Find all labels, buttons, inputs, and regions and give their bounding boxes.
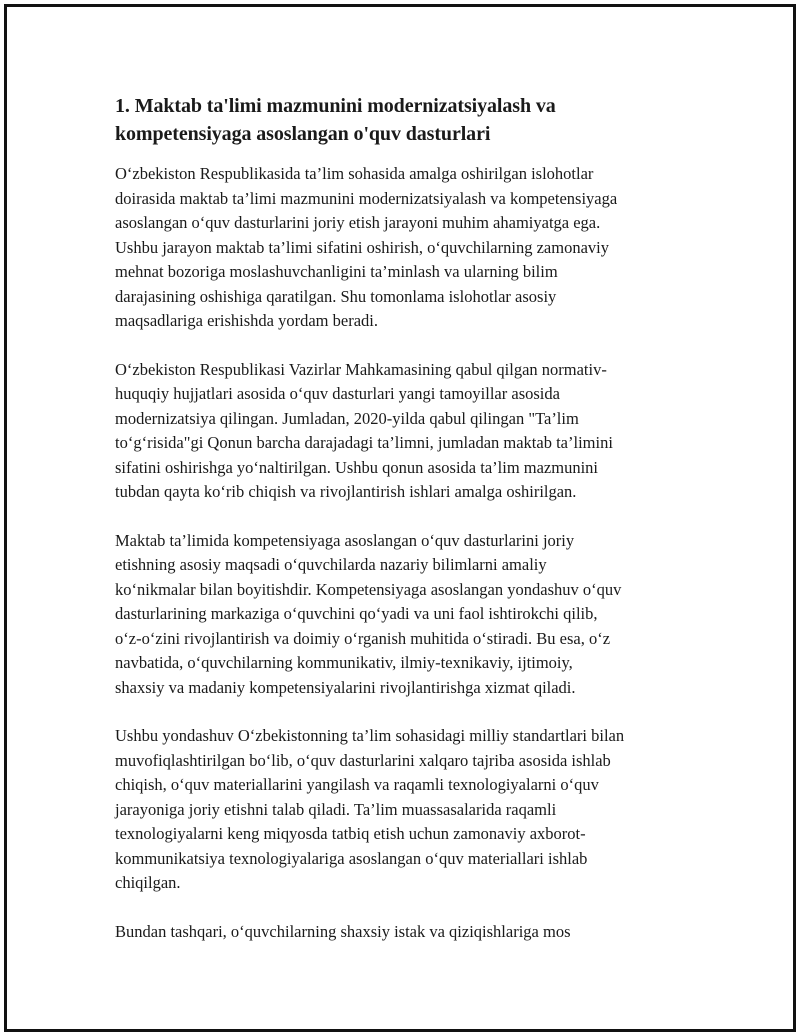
paragraph-2 [115,358,695,505]
text-line: ko‘nikmalar bilan boyitishdir. Kompetensiyaga asoslangan yondashuv o‘quv [115,579,622,599]
text-line: O‘zbekiston Respublikasi Vazirlar Mahkamasining qabul qilgan normativ- [115,359,607,379]
text-line: modernizatsiya qilingan. Jumladan, 2020-yilda qabul qilingan "Ta’lim [115,408,579,428]
text-line: texnologiyalarni keng miqyosda tatbiq etish uchun zamonaviy axborot- [115,824,586,843]
heading-line: kompetensiyaga asoslangan o'quv dasturlari [115,123,491,145]
text-line: Bundan tashqari, o‘quvchilarning shaxsiy istak va qiziqishlariga mos [115,921,571,941]
text-line: darajasining oshishiga qaratilgan. Shu tomonlama islohotlar asosiy [115,286,557,306]
document-body [115,92,695,968]
text-line: jarayoniga joriy etishni talab qiladi. Ta’lim muassasalarida raqamli [115,799,557,819]
paragraph-5 [115,920,695,945]
text-line: chiqilgan. [115,873,181,892]
text-line: asoslangan o‘quv dasturlarini joriy etish jarayoni muhim ahamiyatga ega. [115,213,601,232]
paragraph-4 [115,724,695,896]
text-line: Maktab ta’limida kompetensiyaga asoslangan o‘quv dasturlarini joriy [115,530,575,550]
paragraph-3 [115,529,695,701]
text-line: kommunikatsiya texnologiyalariga asoslangan o‘quv materiallari ishlab [115,848,588,868]
heading-line: 1. Maktab ta'limi mazmunini modernizatsiyalash va [115,95,556,117]
text-line: tubdan qayta ko‘rib chiqish va rivojlantirish ishlari amalga oshirilgan. [115,482,577,501]
text-line: O‘zbekiston Respublikasida ta’lim sohasida amalga oshirilgan islohotlar [115,164,594,183]
text-line: chiqish, o‘quv materiallarini yangilash va raqamli texnologiyalarni o‘quv [115,775,599,794]
paragraph-1 [115,162,695,334]
text-line: to‘g‘risida"gi Qonun barcha darajadagi ta’limni, jumladan maktab ta’limini [115,433,613,452]
text-line: o‘z-o‘zini rivojlantirish va doimiy o‘rganish muhitida o‘stiradi. Bu esa, o‘z [115,628,611,648]
section-heading [115,92,695,148]
text-line: doirasida maktab ta’limi mazmunini modernizatsiyalash va kompetensiyaga [115,188,618,208]
text-line: Ushbu jarayon maktab ta’limi sifatini oshirish, o‘quvchilarning zamonaviy [115,237,609,257]
text-line: sifatini oshirishga yo‘naltirilgan. Ushbu qonun asosida ta’lim mazmunini [115,457,599,477]
text-line: navbatida, o‘quvchilarning kommunikativ, ilmiy-texnikaviy, ijtimoiy, [115,653,573,672]
text-line: Ushbu yondashuv O‘zbekistonning ta’lim sohasidagi milliy standartlari bilan [115,726,625,745]
text-line: shaxsiy va madaniy kompetensiyalarini rivojlantirishga xizmat qiladi. [115,677,576,697]
text-line: etishning asosiy maqsadi o‘quvchilarda nazariy bilimlarni amaliy [115,555,547,574]
text-line: huquqiy hujjatlari asosida o‘quv dasturlari yangi tamoyillar asosida [115,384,560,403]
text-line: maqsadlariga erishishda yordam beradi. [115,311,378,330]
text-line: muvofiqlashtirilgan bo‘lib, o‘quv dasturlarini xalqaro tajriba asosida ishlab [115,750,611,770]
text-line: dasturlarining markaziga o‘quvchini qo‘yadi va uni faol ishtirokchi qilib, [115,604,598,623]
text-line: mehnat bozoriga moslashuvchanligini ta’minlash va ularning bilim [115,262,558,281]
